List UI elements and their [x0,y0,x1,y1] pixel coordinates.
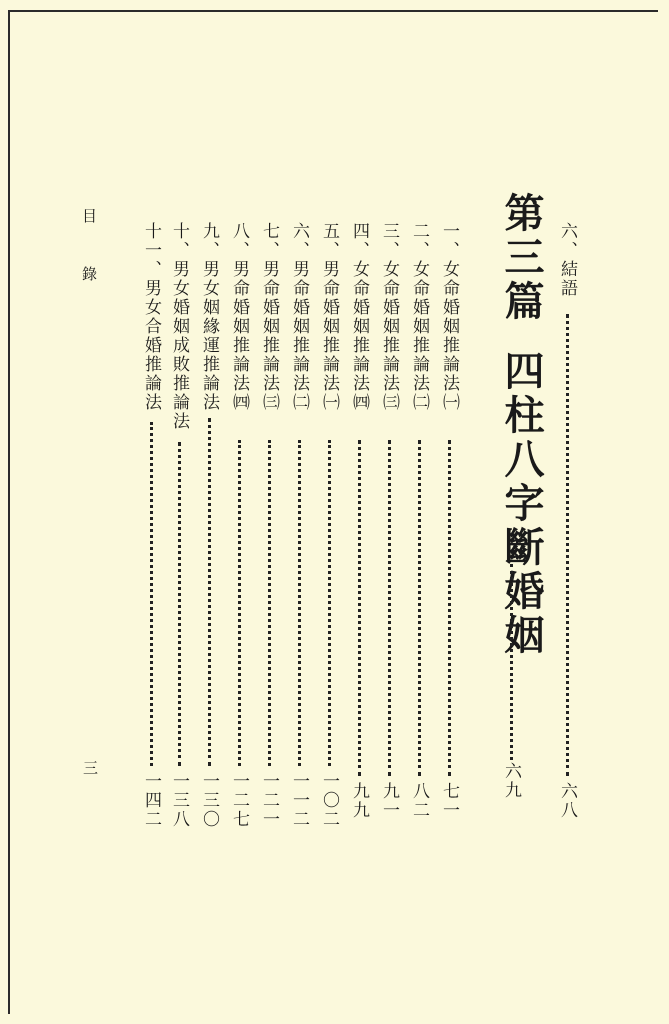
toc-entry[interactable] [556,222,578,822]
toc-entry[interactable] [438,222,460,822]
dot-leader [328,440,331,766]
toc-entry-page: 六九 [501,762,521,800]
dot-leader [208,418,211,766]
dot-leader [448,440,451,776]
toc-entry-title: 七、男命婚姻推論法㈢ [259,222,279,412]
toc-entry-title: 十、男女婚姻成敗推論法 [169,222,189,431]
toc-entry-page: 一一二 [289,772,309,829]
toc-entry-title: 一、女命婚姻推論法㈠ [439,222,459,412]
toc-entry-title: 六、男命婚姻推論法㈡ [289,222,309,412]
toc-entry-title: 四、女命婚姻推論法㈣ [349,222,369,412]
toc-entry-title: 六、結語 [557,222,577,298]
toc-entry[interactable] [198,222,220,829]
toc-entry[interactable] [378,222,400,822]
toc-entry-page: 一四二 [141,772,161,829]
page-folio: 三 [81,760,99,775]
toc-entry[interactable] [318,222,340,829]
toc-entry-page: 一二七 [229,772,249,829]
toc-entry-title: 二、女命婚姻推論法㈡ [409,222,429,412]
toc-entry-title: 九、男女姻緣運推論法 [199,222,219,412]
toc-entry-page: 九一 [379,782,399,820]
toc-entry[interactable] [258,222,280,829]
toc-entry-title: 十一、男女合婚推論法 [141,222,161,412]
dot-leader [358,440,361,776]
dot-leader [298,440,301,766]
toc-entry-page: 一三八 [169,772,189,829]
running-head: 目 錄 [80,208,98,295]
toc-entry-page: 六八 [557,782,577,820]
toc-entry-page: 九九 [349,782,369,820]
toc-entry-title: 五、男命婚姻推論法㈠ [319,222,339,412]
toc-part-heading[interactable] [492,192,544,832]
toc-entry-page: 七一 [439,782,459,820]
toc-entry[interactable] [228,222,250,829]
toc-entry-page: 八二 [409,782,429,820]
toc-entry[interactable] [140,222,162,829]
dot-leader [238,440,241,766]
dot-leader [150,422,153,766]
part-label: 第三篇 [498,192,545,324]
dot-leader [268,440,271,766]
toc-entry-title: 三、女命婚姻推論法㈢ [379,222,399,412]
dot-leader [178,442,181,766]
toc-entry-page: 一〇二 [319,772,339,829]
dot-leader [566,314,569,776]
toc-entry-page: 一二一 [259,772,279,829]
toc-entry[interactable] [288,222,310,829]
toc-entry[interactable] [348,222,370,822]
toc-entry[interactable] [408,222,430,822]
dot-leader [388,440,391,776]
toc-entry-title: 八、男命婚姻推論法㈣ [229,222,249,412]
dot-leader [510,564,513,760]
toc-entry[interactable] [168,222,190,829]
toc-entry-page: 一三〇 [199,772,219,829]
dot-leader [418,440,421,776]
part-title: 四柱八字斷婚姻 [498,350,545,658]
